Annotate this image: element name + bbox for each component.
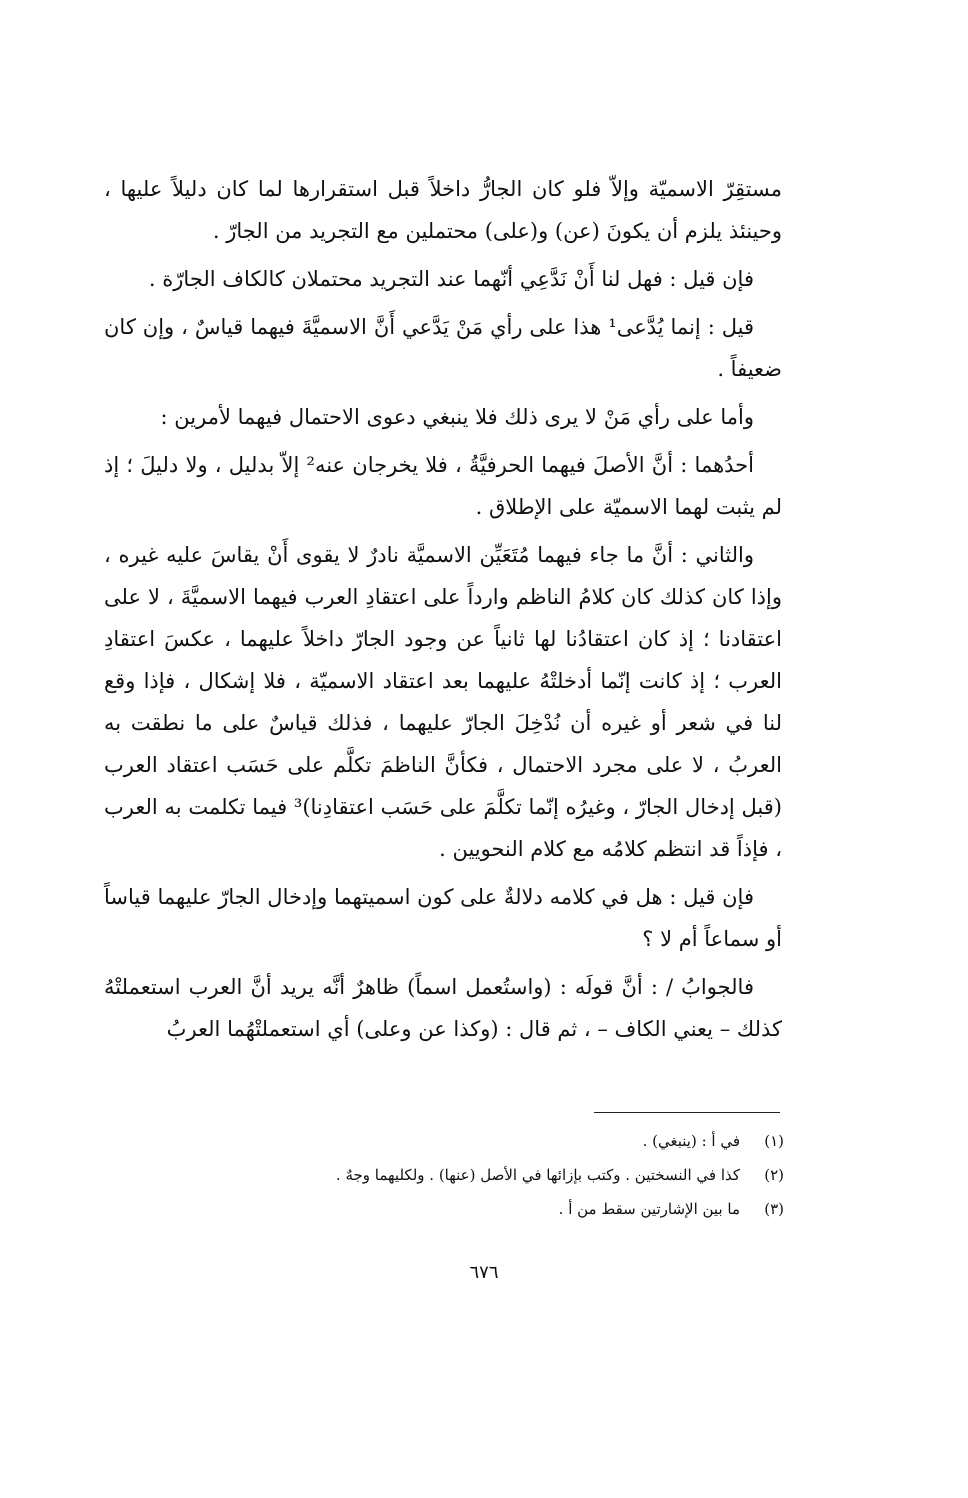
- footnote-number: (٢): [764, 1166, 784, 1184]
- footnote: [104, 1158, 784, 1192]
- footnote: [104, 1124, 784, 1158]
- paragraph: وأما على رأي مَنْ لا يرى ذلك فلا ينبغي دعوى الاحتمال فيهما لأمرين :: [160, 405, 754, 429]
- paragraph: والثاني : أنَّ ما جاء فيهما مُتَعَيِّن الاسميَّة نادرٌ لا يقوى أَنْ يقاسَ عليه غيره ، وإذا كان كذلك كان كلامُ الناظم وارداً على اعتقادِ العرب فيهما الاسميَّةَ ، لا على اعتقادنا ؛ إذ كان اعتقادُنا لها ثانياً عن وجود الجارّ داخلاً عليهما ، عكسَ اعتقادِ العرب ؛ إذ كانت إنّما أدخلتْهُ عليهما بعد اعتقاد الاسميّة ، فلا إشكال ، فإذا وقع لنا في شعر أو غيره أن نُدْخِلَ الجارّ عليهما ، فذلك قياسٌ على ما نطقت به العربُ ، لا على مجرد الاحتمال ، فكأنَّ الناظمَ تكلَّم على حَسَب اعتقاد العرب (قبل إدخال الجارّ ، وغيرُه إنّما تكلَّمَ على حَسَب اعتقادِنا)³ فيما تكلمت به العرب ، فإذاً قد انتظم كلامُه مع كلام النحويين .: [104, 543, 782, 861]
- main-text: [104, 168, 782, 1056]
- page-number: ٦٧٦: [469, 1262, 499, 1283]
- footnote-text: كذا في النسختين . وكتب بإزائها في الأصل (عنها) . ولكليهما وجهٌ .: [335, 1166, 740, 1184]
- paragraph: فإن قيل : فهل لنا أَنْ نَدَّعِي أنّهما عند التجريد محتملان كالكاف الجارّة .: [148, 267, 754, 291]
- footnote-text: ما بين الإشارتين سقط من أ .: [558, 1200, 740, 1218]
- footnote-number: (١): [764, 1132, 784, 1150]
- paragraph: أحدُهما : أنَّ الأصلَ فيهما الحرفيَّةُ ، فلا يخرجان عنه² إلاّ بدليل ، ولا دليلَ ؛ إذ لم يثبت لهما الاسميّة على الإطلاق .: [104, 453, 782, 519]
- footnotes: [104, 1124, 784, 1226]
- footnote-divider: [594, 1112, 780, 1113]
- paragraph: مستقِرّ الاسميّة وإلاّ فلو كان الجارُّ داخلاً قبل استقرارها لما كان دليلاً عليها ، وحينئذ يلزم أن يكونَ (عن) و(على) محتملين مع التجريد من الجارّ .: [104, 177, 782, 243]
- paragraph: فإن قيل : هل في كلامه دلالةٌ على كون اسميتهما وإدخال الجارّ عليهما قياساً أو سماعاً أم لا ؟: [104, 885, 782, 951]
- paragraph: قيل : إنما يُدَّعى¹ هذا على رأي مَنْ يَدَّعي أَنَّ الاسميَّةَ فيهما قياسٌ ، وإن كان ضعيفاً .: [104, 315, 782, 381]
- footnote-number: (٣): [764, 1200, 784, 1218]
- footnote-text: في أ : (ينبغي) .: [642, 1132, 740, 1150]
- footnote: [104, 1192, 784, 1226]
- paragraph: فالجوابُ / : أنَّ قولَه : (واستُعمل اسماً) ظاهرٌ أنَّه يريد أنَّ العرب استعملتْهُ كذلك – يعني الكاف – ، ثم قال : (وكذا عن وعلى) أي استعملتْهُما العربُ: [104, 975, 782, 1041]
